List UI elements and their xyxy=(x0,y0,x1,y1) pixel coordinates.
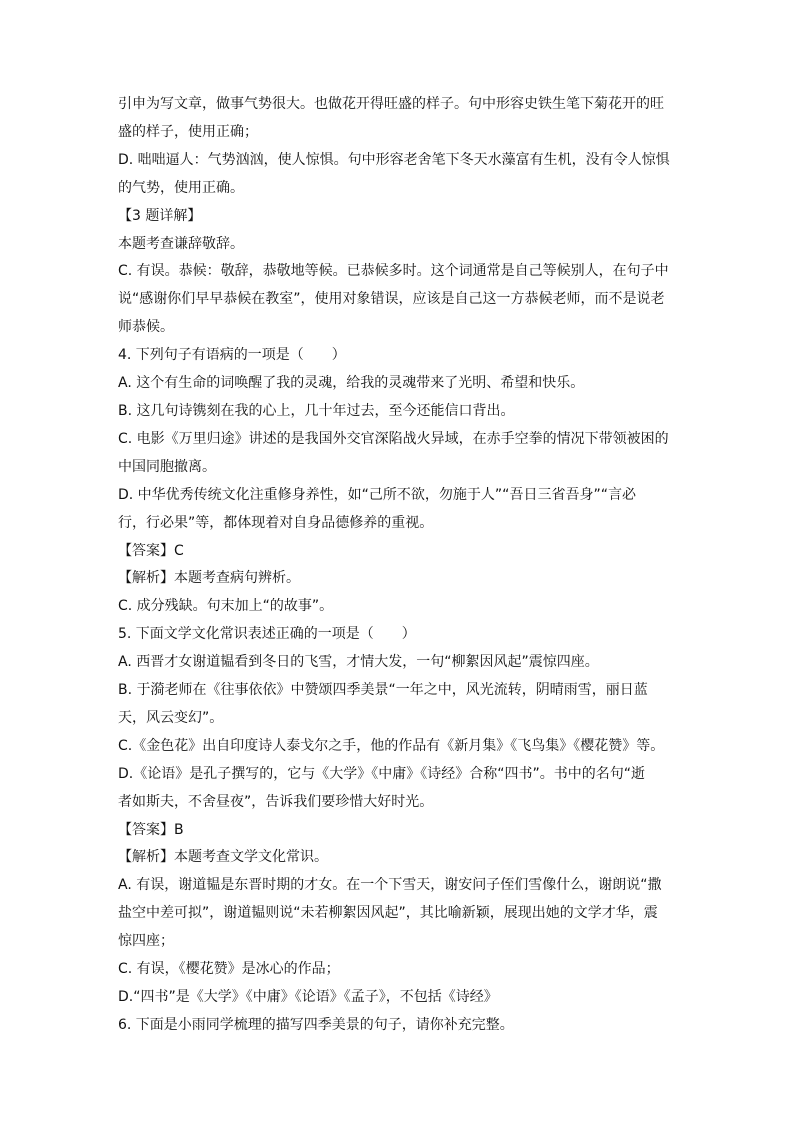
text-line: D.“四书”是《大学》《中庸》《论语》《孟子》，不包括《诗经》 xyxy=(118,989,498,1005)
option-a: A. 西晋才女谢道韫看到冬日的飞雪，才情大发，一句“柳絮因风起”震惊四座。 xyxy=(118,654,599,671)
text-line: A. 有误，谢道韫是东晋时期的才女。在一个下雪天，谢安问子侄们雪像什么，谢朗说“撒 xyxy=(118,877,662,894)
text-line: 者如斯夫，不舍昼夜”，告诉我们要珍惜大好时光。 xyxy=(118,793,434,810)
text-line: 引申为写文章，做事气势很大。也做花开得旺盛的样子。句中形容史铁生笔下菊花开的旺 xyxy=(118,96,664,112)
text-line: 天，风云变幻”。 xyxy=(118,709,224,726)
text-line: 盛的样子，使用正确； xyxy=(118,123,258,140)
text-line: C. 成分残缺。句末加上“的故事”。 xyxy=(118,598,334,615)
text-line: 盐空中差可拟”，谢道韫则说“未若柳絮因风起”，其比喻新颖，展现出她的文学才华，震 xyxy=(118,905,658,922)
text-line: 行，行必果”等，都体现着对自身品德修养的重视。 xyxy=(118,514,434,531)
answer-label: 【答案】B xyxy=(118,821,184,838)
question-4: 4. 下列句子有语病的一项是（ ） xyxy=(118,347,346,364)
option-c: C.《金色花》出自印度诗人泰戈尔之手，他的作品有《新月集》《飞鸟集》《樱花赞》等。 xyxy=(118,737,665,754)
document-page xyxy=(118,91,678,1040)
option-d: D.《论语》是孔子撰写的，它与《大学》《中庸》《诗经》合称“四书”。书中的名句“逝 xyxy=(118,765,645,782)
text-line: C. 有误。恭候：敬辞，恭敬地等候。已恭候多时。这个词通常是自己等候别人，在句子中 xyxy=(118,263,669,280)
text-line: D. 咄咄逼人：气势汹汹，使人惊惧。句中形容老舍笔下冬天水藻富有生机，没有令人惊惧 xyxy=(118,151,670,168)
analysis-label: 【解析】本题考查文学文化常识。 xyxy=(118,849,328,866)
section-heading: 【3 题详解】 xyxy=(118,207,202,224)
analysis-label: 【解析】本题考查病句辨析。 xyxy=(118,570,300,587)
text-line: C. 有误，《樱花赞》是冰心的作品； xyxy=(118,961,340,978)
text-line: 师恭候。 xyxy=(118,319,174,336)
text-line: 惊四座； xyxy=(118,933,174,950)
answer-label: 【答案】C xyxy=(118,542,184,559)
question-5: 5. 下面文学文化常识表述正确的一项是（ ） xyxy=(118,626,416,643)
option-b: B. 于漪老师在《往事依依》中赞颂四季美景“一年之中，风光流转，阴晴雨雪，丽日蓝 xyxy=(118,682,648,699)
text-line: 说“感谢你们早早恭候在教室”，使用对象错误，应该是自己这一方恭候老师，而不是说老 xyxy=(118,291,665,308)
text-line: 的气势，使用正确。 xyxy=(118,179,244,196)
option-b: B. 这几句诗镌刻在我的心上，几十年过去，至今还能信口背出。 xyxy=(118,402,515,419)
question-6: 6. 下面是小雨同学梳理的描写四季美景的句子，请你补充完整。 xyxy=(118,1016,514,1033)
option-d: D. 中华优秀传统文化注重修身养性，如“己所不欲，勿施于人”“吾日三省吾身”“言必 xyxy=(118,486,636,503)
option-c: C. 电影《万里归途》讲述的是我国外交官深陷战火异域，在赤手空拳的情况下带领被困的 xyxy=(118,430,669,447)
option-a: A. 这个有生命的词唤醒了我的灵魂，给我的灵魂带来了光明、希望和快乐。 xyxy=(118,375,585,392)
text-line: 中国同胞撤离。 xyxy=(118,458,216,475)
text-line: 本题考查谦辞敬辞。 xyxy=(118,235,244,252)
